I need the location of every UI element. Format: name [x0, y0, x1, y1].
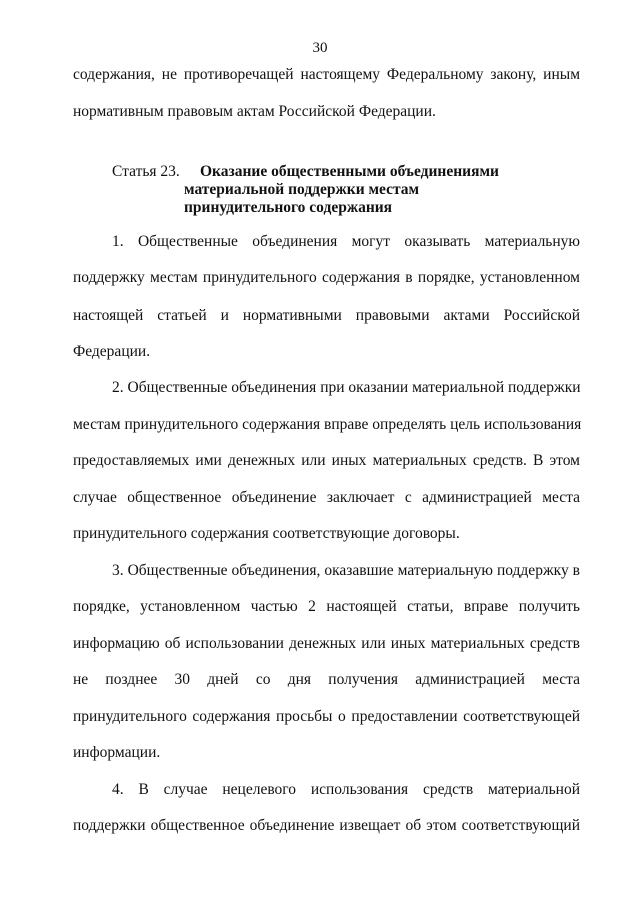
text-line: 3. Общественные объединения, оказавшие материальную поддержку в	[112, 562, 580, 579]
text-line: предоставляемых ими денежных или иных материальных средств. В этом	[73, 452, 580, 469]
text-line: 1. Общественные объединения могут оказывать материальную	[112, 233, 580, 250]
article-title-line-2: материальной поддержки местам	[184, 181, 420, 198]
text-line: случае общественное объединение заключает с администрацией места	[73, 489, 580, 506]
text-line: настоящей статьей и нормативными правовыми актами Российской	[73, 307, 580, 324]
text-line: принудительного содержания соответствующие договоры.	[73, 525, 460, 542]
article-label: Статья 23.	[112, 163, 180, 180]
text-line: не позднее 30 дней со дня получения администрацией места	[73, 671, 580, 688]
text-line: принудительного содержания просьбы о предоставлении соответствующей	[73, 708, 580, 725]
article-title-line-1: Оказание общественными объединениями	[200, 163, 499, 180]
text-line: содержания, не противоречащей настоящему Федеральному закону, иным	[73, 66, 580, 83]
text-line: нормативным правовым актам Российской Федерации.	[73, 103, 436, 120]
text-line: Федерации.	[73, 343, 151, 360]
text-line: 2. Общественные объединения при оказании материальной поддержки	[112, 379, 581, 396]
text-line: информацию об использовании денежных или иных материальных средств	[73, 635, 580, 652]
text-line: информации.	[73, 744, 161, 761]
text-line: порядке, установленном частью 2 настоящей статьи, вправе получить	[73, 598, 580, 615]
text-line: местам принудительного содержания вправе определять цель использования	[73, 416, 582, 433]
text-line: 4. В случае нецелевого использования средств материальной	[112, 781, 580, 798]
article-title-line-3: принудительного содержания	[184, 199, 393, 216]
page-number: 30	[312, 40, 328, 56]
text-line: поддержки общественное объединение извещает об этом соответствующий	[73, 817, 580, 834]
text-line: поддержку местам принудительного содержания в порядке, установленном	[73, 269, 580, 286]
